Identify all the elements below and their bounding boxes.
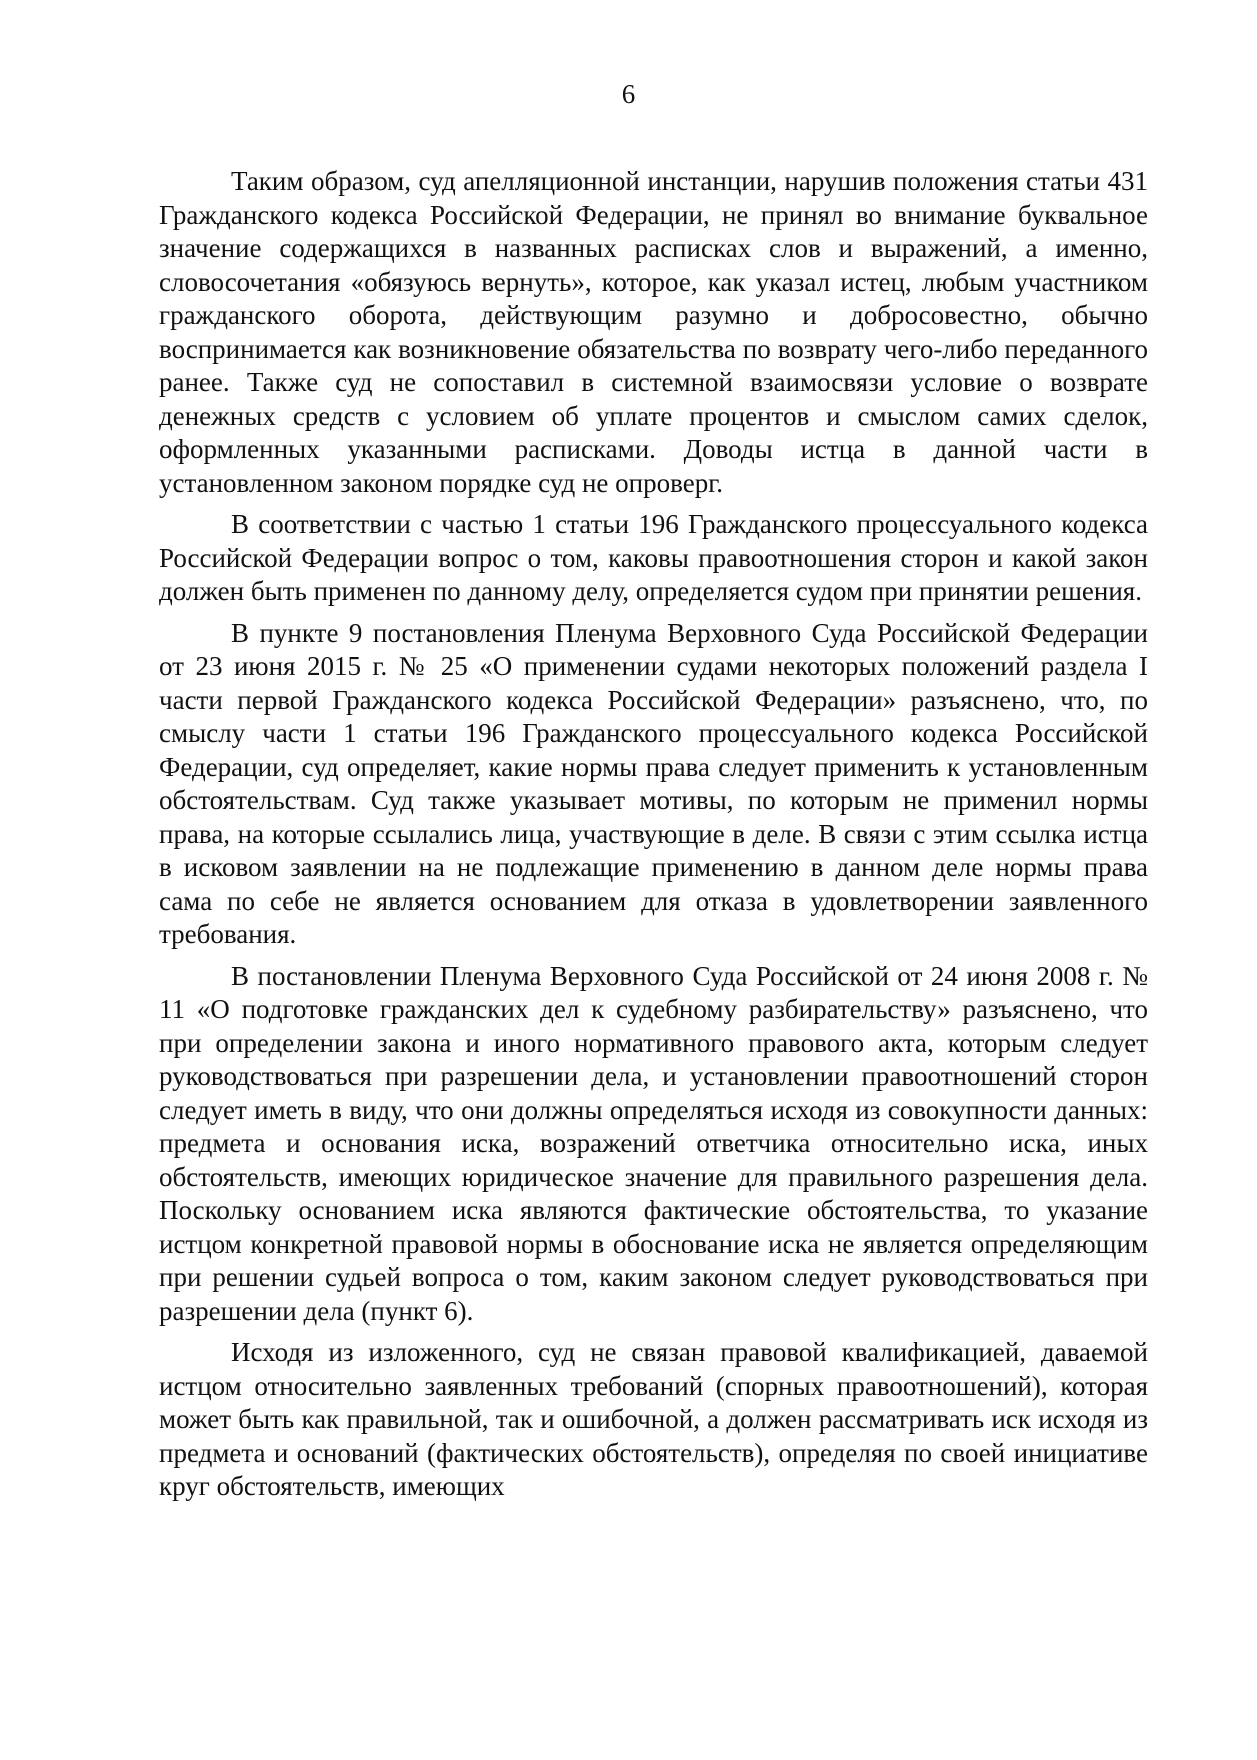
document-body: [159, 165, 1148, 1504]
paragraph: В постановлении Пленума Верховного Суда Российской от 24 июня 2008 г. № 11 «О подготовке гражданских дел к судебному разбирательству» разъяснено, что при определении закона и иного нормативного правового акта, которым следует руководствоваться при разрешении дела, и установлении правоотношений сторон следует иметь в виду, что они должны определяться исходя из совокупности данных: предмета и основания иска, возражений ответчика относительно иска, иных обстоятельств, имеющих юридическое значение для правильного разрешения дела. Поскольку основанием иска являются фактические обстоятельства, то указание истцом конкретной правовой нормы в обоснование иска не является определяющим при решении судьей вопроса о том, каким законом следует руководствоваться при разрешении дела (пункт 6).: [159, 960, 1148, 1326]
paragraph: В пункте 9 постановления Пленума Верховного Суда Российской Федерации от 23 июня 2015 г. № 25 «О применении судами некоторых положений раздела I части первой Гражданского кодекса Российской Федерации» разъяснено, что, по смыслу части 1 статьи 196 Гражданского процессуального кодекса Российской Федерации, суд определяет, какие нормы права следует применить к установленным обстоятельствам. Суд также указывает мотивы, по которым не применил нормы права, на которые ссылались лица, участвующие в деле. В связи с этим ссылка истца в исковом заявлении на не подлежащие применению в данном деле нормы права сама по себе не является основанием для отказа в удовлетворении заявленного требования.: [159, 617, 1148, 949]
paragraph: Исходя из изложенного, суд не связан правовой квалификацией, даваемой истцом относительно заявленных требований (спорных правоотношений), которая может быть как правильной, так и ошибочной, а должен рассматривать иск исходя из предмета и оснований (фактических обстоятельств), определяя по своей инициативе круг обстоятельств, имеющих: [159, 1337, 1148, 1501]
paragraph: В соответствии с частью 1 статьи 196 Гражданского процессуального кодекса Российской Федерации вопрос о том, каковы правоотношения сторон и какой закон должен быть применен по данному делу, определяется судом при принятии решения.: [159, 509, 1148, 606]
paragraph: Таким образом, суд апелляционной инстанции, нарушив положения статьи 431 Гражданского кодекса Российской Федерации, не принял во внимание буквальное значение содержащихся в названных расписках слов и выражений, а именно, словосочетания «обязуюсь вернуть», которое, как указал истец, любым участником гражданского оборота, действующим разумно и добросовестно, обычно воспринимается как возникновение обязательства по возврату чего-либо переданного ранее. Также суд не сопоставил в системной взаимосвязи условие о возврате денежных средств с условием об уплате процентов и смыслом самих сделок, оформленных указанными расписками. Доводы истца в данной части в установленном законом порядке суд не опроверг.: [159, 166, 1148, 498]
page-number: 6: [621, 79, 636, 109]
